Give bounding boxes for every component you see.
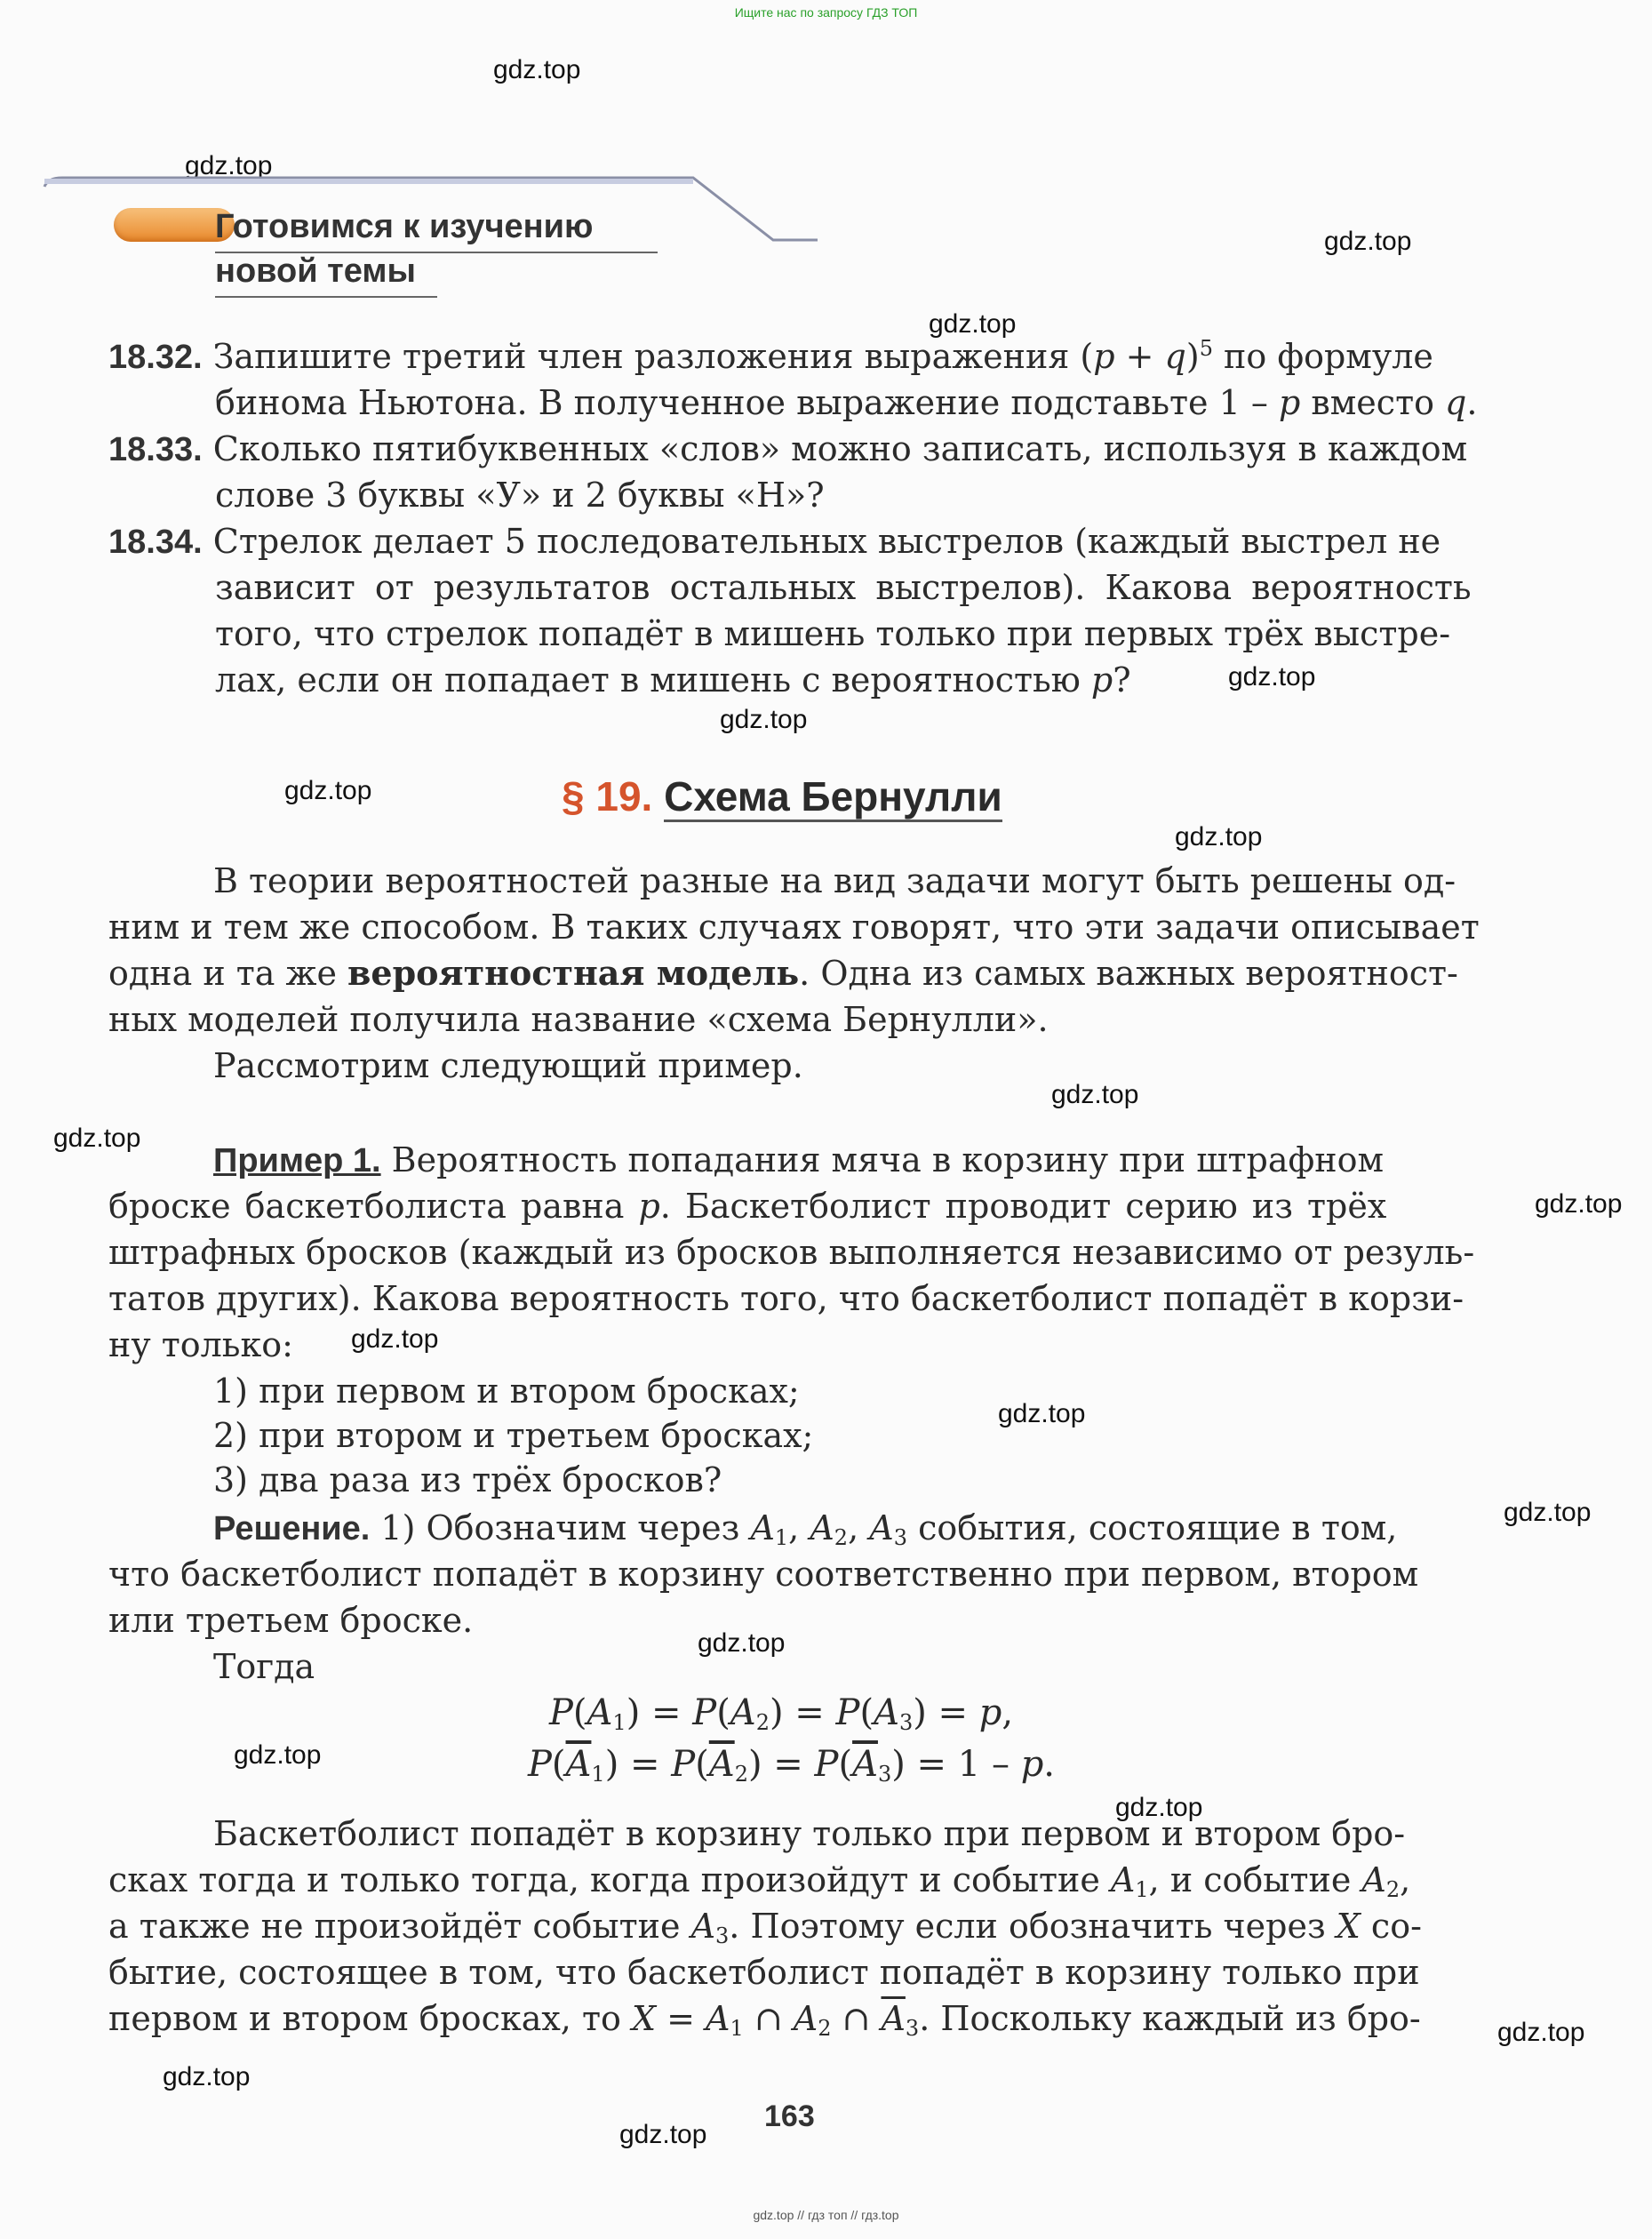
text: = bbox=[905, 1744, 958, 1785]
subscript: 2 bbox=[755, 1710, 770, 1735]
term-bold: вероятностная модель bbox=[347, 953, 800, 993]
exercise-18-34-line4 bbox=[215, 658, 1131, 702]
text: Вероятность попадания мяча в корзину при штрафном bbox=[380, 1140, 1385, 1179]
subscript: 3 bbox=[877, 1762, 892, 1787]
text: + bbox=[1114, 337, 1165, 376]
watermark: gdz.top bbox=[720, 705, 808, 734]
watermark: gdz.top bbox=[163, 2062, 251, 2091]
var: P bbox=[835, 1692, 860, 1733]
var: A bbox=[750, 1508, 775, 1547]
text: ) bbox=[1185, 337, 1200, 376]
text: со- bbox=[1360, 1907, 1422, 1946]
subscript: 1 bbox=[1135, 1877, 1149, 1902]
formula-1: $P(A_1) = P(A_2) = P(A_3) = p$, bbox=[549, 1692, 1014, 1735]
subscript: 2 bbox=[818, 2016, 832, 2041]
solution-line: или третьем броске. bbox=[108, 1601, 474, 1640]
example-line bbox=[108, 1184, 1386, 1228]
solution-line: Тогда bbox=[213, 1647, 315, 1686]
text: бинома Ньютона. В полученное выражение подставьте 1 – bbox=[215, 383, 1279, 422]
example-item: 3) два раза из трёх бросков? bbox=[213, 1460, 722, 1499]
subscript: 3 bbox=[715, 1923, 730, 1948]
var: P bbox=[549, 1692, 573, 1733]
solution-line: бытие, состоящее в том, что баскетболист попадёт в корзину только при bbox=[108, 1953, 1420, 1992]
var-bar: $\overline{A}$ bbox=[852, 1744, 878, 1785]
text: . Одна из самых важных вероятност- bbox=[799, 954, 1458, 993]
var: q bbox=[1164, 337, 1186, 376]
text: ∩ bbox=[831, 1999, 882, 2038]
var-bar: $\overline{A}$ bbox=[565, 1744, 592, 1785]
bottom-watermark: gdz.top // гдз топ // гдз.top bbox=[753, 2208, 899, 2222]
subscript: 3 bbox=[898, 1710, 914, 1735]
text: . Баскетболист проводит серию из трёх bbox=[659, 1187, 1387, 1226]
text: вместо bbox=[1300, 383, 1446, 422]
var: A bbox=[730, 1692, 756, 1733]
var: A bbox=[1110, 1860, 1136, 1899]
watermark: gdz.top bbox=[1324, 227, 1412, 256]
var-bar: $\overline{A}$ bbox=[708, 1744, 735, 1785]
header-title bbox=[215, 204, 593, 293]
header-title-line1: Готовимся к изучению bbox=[215, 208, 594, 245]
watermark: gdz.top bbox=[1175, 822, 1263, 852]
exponent: 5 bbox=[1199, 336, 1213, 361]
var-bar: $\overline{A}$ bbox=[881, 1999, 906, 2038]
var: p bbox=[978, 1692, 1002, 1733]
paragraph-number: § 19. bbox=[562, 773, 653, 820]
solution-label: Решение. bbox=[213, 1510, 371, 1547]
exercise-18-33-line2: слове 3 буквы «У» и 2 буквы «Н»? bbox=[215, 476, 825, 515]
watermark: gdz.top bbox=[698, 1628, 786, 1658]
text: , bbox=[1400, 1860, 1411, 1899]
text: = bbox=[640, 1692, 693, 1733]
exercise-18-32-line2 bbox=[215, 380, 1477, 425]
subscript: 3 bbox=[905, 2016, 920, 2041]
text: . Поэтому если обозначить через bbox=[729, 1907, 1337, 1946]
example-item: 1) при первом и втором бросках; bbox=[213, 1371, 800, 1411]
text: по формуле bbox=[1212, 337, 1433, 376]
text: = bbox=[619, 1744, 672, 1785]
watermark: gdz.top bbox=[998, 1399, 1086, 1428]
example-line: татов других). Какова вероятность того, что баскетболист попадёт в корзи- bbox=[108, 1279, 1464, 1318]
top-watermark: Ищите нас по запросу ГДЗ ТОП bbox=[734, 5, 918, 20]
text: первом и втором бросках, то bbox=[108, 1999, 632, 2038]
subscript: 2 bbox=[1385, 1877, 1401, 1902]
subscript: 1 bbox=[774, 1525, 789, 1550]
text: . bbox=[1466, 383, 1478, 422]
solution-line: Баскетболист попадёт в корзину только при первом и втором бро- bbox=[213, 1814, 1406, 1853]
var: P bbox=[671, 1744, 696, 1785]
intro-line bbox=[108, 951, 1458, 996]
var: P bbox=[528, 1744, 552, 1785]
solution-line: что баскетболист попадёт в корзину соответственно при первом, втором bbox=[108, 1555, 1419, 1594]
watermark: gdz.top bbox=[1504, 1498, 1592, 1527]
exercise-18-34-line2: зависит от результатов остальных выстрелов). Какова вероятность bbox=[215, 568, 1472, 607]
subscript: 1 bbox=[612, 1710, 626, 1735]
text: 1) Обозначим через bbox=[370, 1508, 751, 1547]
text: события, состоящие в том, bbox=[906, 1508, 1398, 1547]
watermark: gdz.top bbox=[1497, 2018, 1585, 2047]
text: одна и та же bbox=[108, 954, 348, 993]
text: . Поскольку каждый из бро- bbox=[919, 1999, 1421, 2038]
subscript: 2 bbox=[734, 1762, 748, 1787]
text: Стрелок делает 5 последовательных выстрелов (каждый выстрел не bbox=[212, 522, 1441, 561]
text: а также не произойдёт событие bbox=[108, 1907, 691, 1946]
var: A bbox=[869, 1508, 894, 1547]
example-line: ну только: bbox=[108, 1325, 293, 1364]
text: = bbox=[926, 1692, 979, 1733]
text: = bbox=[656, 1999, 706, 2038]
watermark: gdz.top bbox=[351, 1324, 439, 1354]
watermark: gdz.top bbox=[619, 2120, 707, 2149]
text: = bbox=[762, 1744, 815, 1785]
var: A bbox=[690, 1907, 716, 1946]
text: лах, если он попадает в мишень с вероятностью bbox=[215, 660, 1091, 700]
text: Запишите третий член разложения выражения ( bbox=[212, 337, 1094, 376]
var: q bbox=[1445, 383, 1467, 422]
subscript: 2 bbox=[834, 1525, 849, 1550]
var: A bbox=[810, 1508, 834, 1547]
watermark: gdz.top bbox=[234, 1740, 322, 1770]
exercise-18-34-line3: того, что стрелок попадёт в мишень только при первых трёх выстре- bbox=[215, 614, 1451, 653]
watermark: gdz.top bbox=[1228, 662, 1316, 692]
exercise-number: 18.32. bbox=[108, 339, 203, 376]
text: , bbox=[788, 1508, 810, 1547]
var: P bbox=[814, 1744, 839, 1785]
var: A bbox=[706, 1999, 730, 2038]
text: , bbox=[848, 1508, 870, 1547]
formula-2: $P(\overline{A}_1) = P(\overline{A}_2) = P(\overline{A}_3) = 1 - p$. bbox=[528, 1744, 1056, 1787]
var: P bbox=[692, 1692, 717, 1733]
solution-line bbox=[108, 1858, 1410, 1902]
text: = bbox=[783, 1692, 836, 1733]
var: p bbox=[638, 1187, 660, 1226]
solution-line bbox=[213, 1506, 1397, 1551]
example-line bbox=[213, 1138, 1384, 1183]
intro-line: Рассмотрим следующий пример. bbox=[213, 1046, 803, 1085]
text: сках тогда и только тогда, когда произойдут и событие bbox=[108, 1860, 1111, 1899]
subscript: 3 bbox=[893, 1525, 907, 1550]
var: X bbox=[1336, 1907, 1361, 1946]
subscript: 1 bbox=[730, 2016, 744, 2041]
var: p bbox=[1090, 660, 1113, 700]
watermark: gdz.top bbox=[185, 151, 273, 180]
text: . bbox=[1043, 1744, 1056, 1785]
intro-line: ним и тем же способом. В таких случаях говорят, что эти задачи описывает bbox=[108, 908, 1480, 947]
watermark: gdz.top bbox=[929, 309, 1017, 339]
example-item: 2) при втором и третьем бросках; bbox=[213, 1416, 814, 1455]
example-label: Пример 1. bbox=[213, 1142, 381, 1179]
text: ? bbox=[1113, 660, 1131, 700]
intro-line: В теории вероятностей разные на вид задачи могут быть решены од- bbox=[213, 861, 1456, 900]
solution-line bbox=[108, 1904, 1422, 1948]
solution-line bbox=[108, 1996, 1421, 2041]
exercise-number: 18.33. bbox=[108, 431, 203, 468]
var: p bbox=[1093, 337, 1115, 376]
text: 1 – bbox=[957, 1744, 1021, 1785]
var: p bbox=[1278, 383, 1301, 422]
watermark: gdz.top bbox=[1115, 1793, 1203, 1822]
watermark: gdz.top bbox=[53, 1123, 141, 1153]
paragraph-name: Схема Бернулли bbox=[664, 773, 1002, 822]
watermark: gdz.top bbox=[1535, 1189, 1623, 1219]
page-number: 163 bbox=[764, 2099, 815, 2133]
subscript: 1 bbox=[591, 1762, 605, 1787]
header-title-line2: новой темы bbox=[215, 252, 416, 290]
text: , bbox=[1002, 1692, 1014, 1733]
text: , и событие bbox=[1148, 1860, 1362, 1899]
text: ∩ bbox=[743, 1999, 794, 2038]
text: броске баскетболиста равна bbox=[108, 1187, 639, 1226]
exercise-18-34 bbox=[108, 519, 1441, 564]
exercise-number: 18.34. bbox=[108, 524, 203, 561]
text: Сколько пятибуквенных «слов» можно записать, используя в каждом bbox=[212, 429, 1468, 468]
section-header bbox=[36, 169, 818, 302]
exercise-18-33 bbox=[108, 427, 1467, 472]
var: A bbox=[874, 1692, 899, 1733]
paragraph-title bbox=[562, 772, 1002, 821]
intro-line: ных моделей получила название «схема Бернулли». bbox=[108, 1000, 1049, 1039]
example-line: штрафных бросков (каждый из бросков выполняется независимо от резуль- bbox=[108, 1233, 1475, 1272]
watermark: gdz.top bbox=[284, 776, 372, 805]
var: A bbox=[587, 1692, 613, 1733]
var: A bbox=[793, 1999, 818, 2038]
var: A bbox=[1361, 1860, 1386, 1899]
watermark: gdz.top bbox=[1051, 1080, 1139, 1109]
var: p bbox=[1020, 1744, 1044, 1785]
exercise-18-32 bbox=[108, 334, 1433, 380]
var: X bbox=[631, 1999, 656, 2038]
watermark: gdz.top bbox=[493, 55, 581, 84]
